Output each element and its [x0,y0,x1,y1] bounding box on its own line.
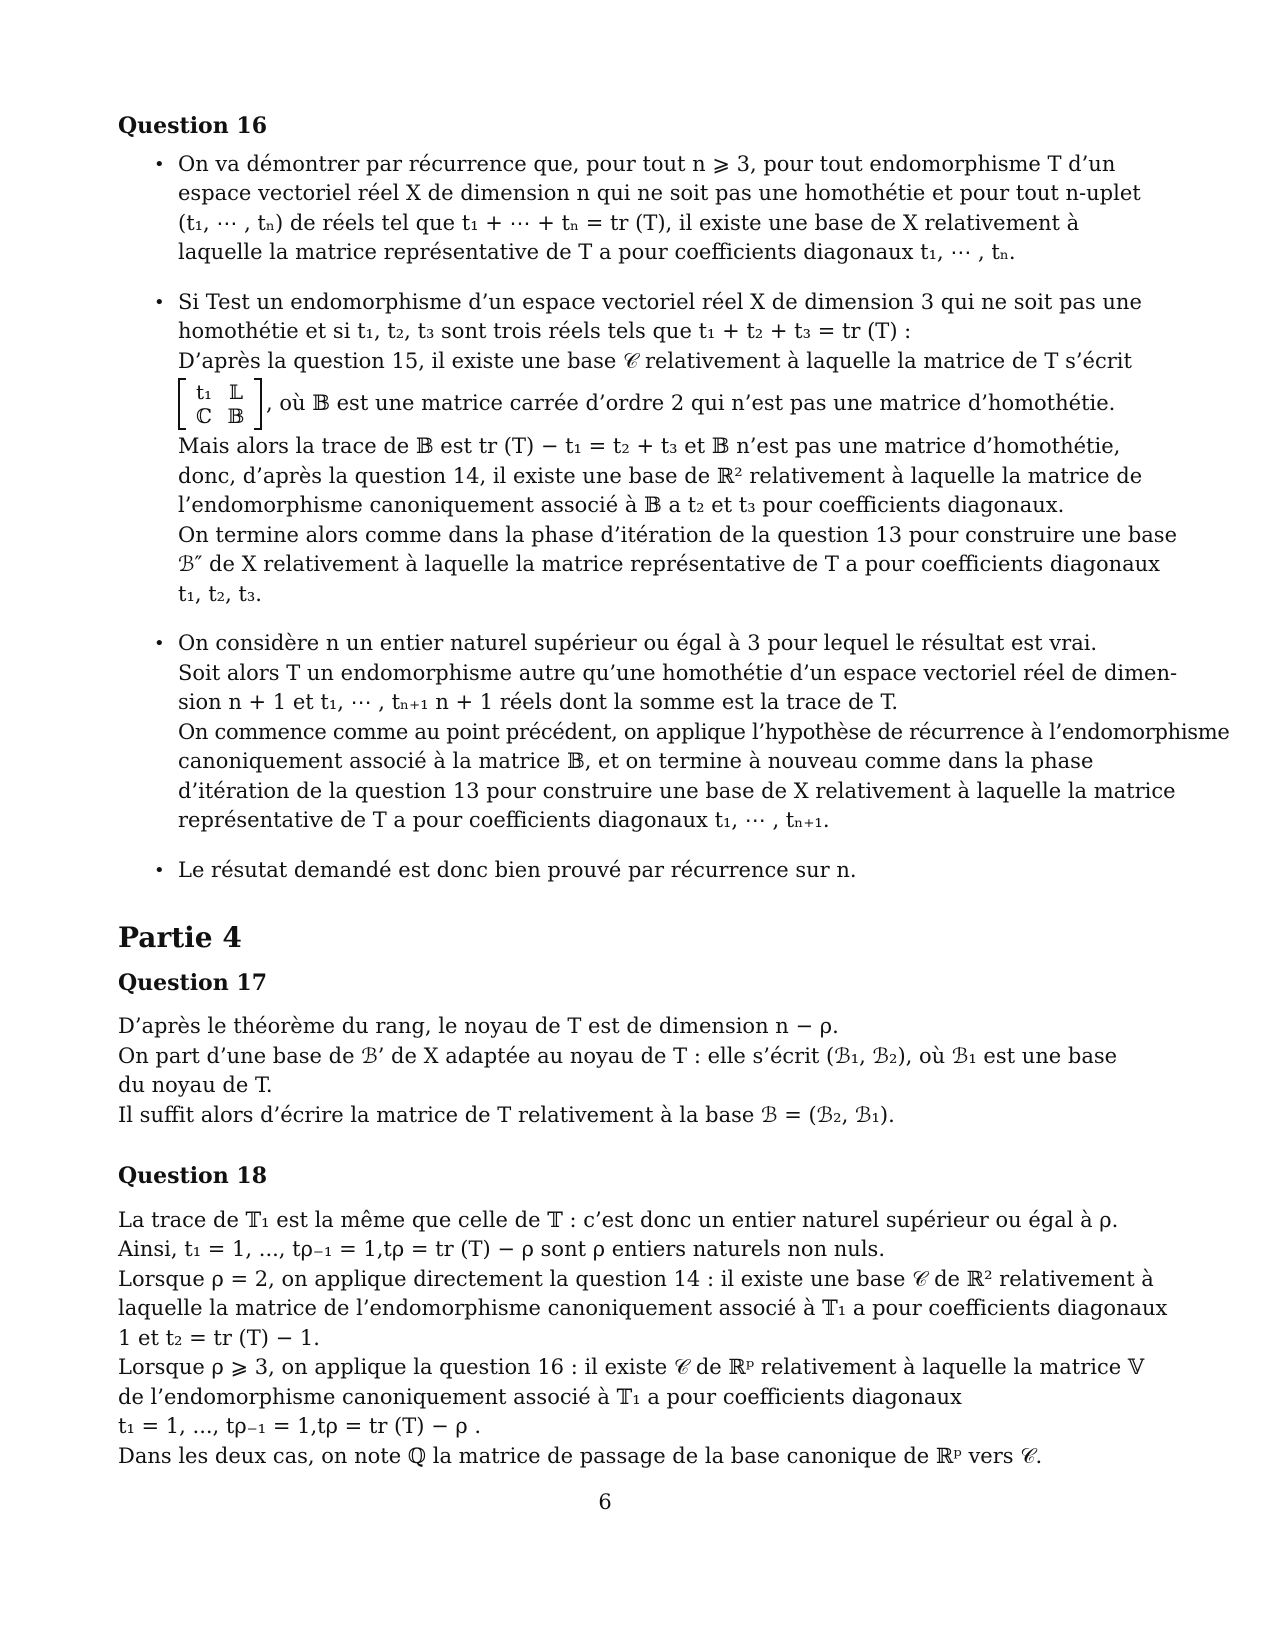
question-18-heading: Question 18 [118,1163,268,1189]
question-16-heading: Question 16 [118,113,268,139]
text-line: Dans les deux cas, on note ℚ la matrice de passage de la base canonique de ℝᵖ vers 𝒞. [118,1443,1043,1468]
text-line: t₁, t₂, t₃. [178,581,262,606]
text-line: Mais alors la trace de 𝔹 est tr (T) − t₁ = t₂ + t₃ et 𝔹 n’est pas une matrice d’homothétie, [178,434,1121,458]
text-line: t₁ = 1, ..., tρ₋₁ = 1,tρ = tr (T) − ρ . [118,1414,482,1438]
text-line: Ainsi, t₁ = 1, ..., tρ₋₁ = 1,tρ = tr (T) − ρ sont ρ entiers naturels non nuls. [118,1237,885,1261]
text-line: Lorsque ρ ⩾ 3, on applique la question 16 : il existe 𝒞 de ℝᵖ relativement à laquelle la matrice 𝕍 [118,1355,1145,1379]
text-line: On commence comme au point précédent, on applique l’hypothèse de récurrence à l’endomorphisme [178,719,1230,744]
block-matrix [178,380,262,428]
text-line: Le résutat demandé est donc bien prouvé par récurrence sur n. [178,857,857,882]
bullet-icon: • [154,153,165,175]
text-line: canoniquement associé à la matrice 𝔹, et on termine à nouveau comme dans la phase [178,749,1094,773]
question-17-body [118,1012,1158,1130]
text-line: du noyau de T. [118,1073,273,1097]
text-line: homothétie et si t₁, t₂, t₃ sont trois réels tels que t₁ + t₂ + t₃ = tr (T) : [178,319,912,343]
text-line: 1 et t₂ = tr (T) − 1. [118,1325,320,1350]
text-line: D’après le théorème du rang, le noyau de T est de dimension n − ρ. [118,1014,839,1038]
question-18-body [118,1206,1168,1472]
text-line: donc, d’après la question 14, il existe une base de ℝ² relativement à laquelle la matrice de [178,463,1143,488]
text-line: d’itération de la question 13 pour construire une base de X relativement à laquelle la matrice [178,778,1176,803]
text-line: On termine alors comme dans la phase d’itération de la question 13 pour construire une base [178,522,1177,547]
text-line: On considère n un entier naturel supérieur ou égal à 3 pour lequel le résultat est vrai. [178,631,1098,655]
text-line: Il suffit alors d’écrire la matrice de T relativement à la base ℬ = (ℬ₂, ℬ₁). [118,1102,895,1127]
list-item [118,629,1230,836]
text-line: D’après la question 15, il existe une base 𝒞 relativement à laquelle la matrice de T s’écrit [178,348,1132,373]
matrix-entry-C: ℂ [196,404,212,428]
text-line: (t₁, ⋯ , tₙ) de réels tel que t₁ + ⋯ + tₙ = tr (T), il existe une base de X relativement à [178,210,1080,235]
text-line: Lorsque ρ = 2, on applique directement la question 14 : il existe une base 𝒞 de ℝ² relativement à [118,1266,1154,1291]
question-16-list [118,150,1230,886]
matrix-entry-B: 𝔹 [227,404,245,428]
text-line: Si Test un endomorphisme d’un espace vectoriel réel X de dimension 3 qui ne soit pas une [178,289,1142,314]
page-number: 6 [598,1490,612,1514]
text-line: laquelle la matrice représentative de T a pour coefficients diagonaux t₁, ⋯ , tₙ. [178,240,1016,264]
document-body [118,112,1230,1471]
partie-heading: Partie 4 [118,921,242,954]
bullet-icon: • [154,633,165,654]
text-line: espace vectoriel réel X de dimension n qui ne soit pas une homothétie et pour tout n-uplet [178,181,1141,205]
text-line: La trace de 𝕋₁ est la même que celle de 𝕋 : c’est donc un entier naturel supérieur ou égal à ρ. [118,1207,1119,1232]
matrix-entry-t1: t₁ [195,380,213,404]
list-item [118,288,1177,610]
text-line: représentative de T a pour coefficients diagonaux t₁, ⋯ , tₙ₊₁. [178,808,830,832]
list-item [118,150,1158,268]
list-item [118,856,1158,886]
matrix-line [178,376,1158,432]
bullet-icon: • [154,291,165,313]
text-line: de l’endomorphisme canoniquement associé à 𝕋₁ a pour coefficients diagonaux [118,1384,962,1409]
text-line: On va démontrer par récurrence que, pour tout n ⩾ 3, pour tout endomorphisme T d’un [178,151,1116,176]
text-line: laquelle la matrice de l’endomorphisme canoniquement associé à 𝕋₁ a pour coefficients diagonaux [118,1296,1168,1320]
text-line: On part d’une base de ℬ’ de X adaptée au noyau de T : elle s’écrit (ℬ₁, ℬ₂), où ℬ₁ est une base [118,1043,1118,1068]
text-line: sion n + 1 et t₁, ⋯ , tₙ₊₁ n + 1 réels dont la somme est la trace de T. [178,690,899,714]
question-17-heading: Question 17 [118,969,268,996]
bullet-icon: • [154,859,165,881]
text-line: Soit alors T un endomorphisme autre qu’une homothétie d’un espace vectoriel réel de dimen- [178,660,1178,685]
text-line: ℬ″ de X relativement à laquelle la matrice représentative de T a pour coefficients diagonaux [178,552,1160,576]
text-line: l’endomorphisme canoniquement associé à 𝔹 a t₂ et t₃ pour coefficients diagonaux. [178,493,1065,517]
matrix-entry-L: 𝕃 [228,380,244,404]
matrix-caption: , où 𝔹 est une matrice carrée d’ordre 2 qui n’est pas une matrice d’homothétie. [266,391,1116,416]
